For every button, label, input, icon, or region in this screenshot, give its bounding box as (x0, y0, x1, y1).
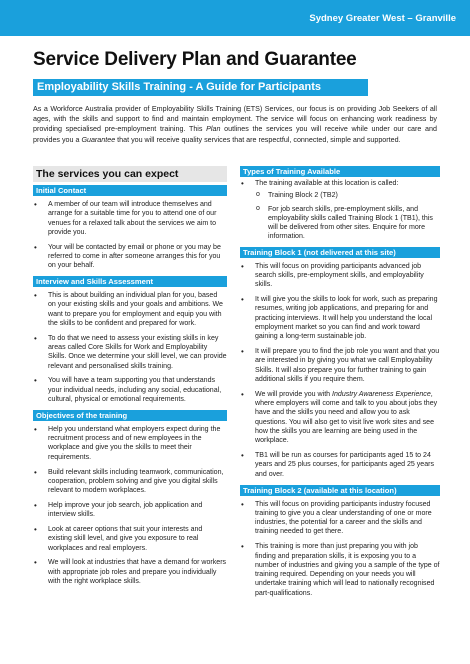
list-item: • Help improve your job search, job application and interview skills. (33, 501, 227, 520)
list-item: • We will look at industries that have a demand for workers with appropriate job roles and prepare you individually with the right workplace skills. (33, 558, 227, 586)
industry-prefix: We will provide you with (255, 390, 333, 398)
list-item: • This will focus on providing participants advanced job search skills, pre-employment skills, and employability skills. (240, 262, 440, 290)
objectives-heading: Objectives of the training (33, 410, 227, 421)
list-item: • This will focus on providing participants industry focused training to give you a clear understanding of one or more industries, the potential for a career and the skills and training needed to get there. (240, 500, 440, 537)
list-item: • This is about building an individual plan for you, based on your existing skills and your goals and ambitions. We want to prepare you for employment and equip you with the skills to be confident and prepared for work. (33, 291, 227, 328)
intro-guarantee-word: Guarantee (81, 135, 116, 144)
intro-text-2: outlines the services you will receive while under our care and provides you a (33, 125, 437, 144)
tb1-list (240, 262, 440, 479)
list-item: • Look at career options that suit your interests and existing skill level, and give you exposure to real workplaces and real employers. (33, 525, 227, 553)
list-item: • Help you understand what employers expect during the recruitment process and of new employees in the workplace and give you the skills to meet their requirements. (33, 425, 227, 462)
right-column (240, 166, 440, 603)
intro-paragraph (33, 104, 437, 145)
interview-list (33, 291, 227, 404)
page-subtitle: Employability Skills Training - A Guide for Participants (33, 79, 368, 96)
list-item: • It will prepare you to find the job role you want and that you are interested in by giving you what we call Employability Skills. It will also prepare you for further training to gain additional skills if you require them. (240, 347, 440, 384)
header-band (0, 0, 470, 36)
sub-list-item: o Training Block 2 (TB2) (240, 191, 440, 200)
list-item: • It will give you the skills to look for work, such as preparing resumes, writing job applications, and preparing for and practicing interviews. It will help you understand the local employment market so you can find and work toward gaining a long-term sustainable job. (240, 295, 440, 341)
intro-plan-word: Plan (206, 125, 221, 134)
list-item: • Your will be contacted by email or phone or you may be referred to come in after someone arranges this for you on your behalf. (33, 243, 227, 271)
services-heading: The services you can expect (33, 166, 227, 182)
list-item: • This training is more than just preparing you with job finding and preparation skills, it is exposing you to a number of industries and giving you a sample of the type of training required. Depending on your needs you will undertake training which will lead to nationally recognised part-qualifications. (240, 542, 440, 598)
list-item: • A member of our team will introduce themselves and arrange for a suitable time for you to attend one of our venues for a relaxed talk about the services we aim to provide you. (33, 200, 227, 237)
industry-suffix: , where employers will come and talk to you about jobs they have and the skills you need and allow you to ask questions. You will also get to visit live work sites and see how the skills you are learning are being used in the workplace. (255, 390, 438, 445)
industry-awareness-term: Industry Awareness Experience (332, 390, 431, 398)
left-column (33, 166, 227, 592)
tb2-list (240, 500, 440, 598)
page-title: Service Delivery Plan and Guarantee (33, 49, 357, 70)
objectives-list (33, 425, 227, 586)
types-list (240, 179, 440, 188)
list-item: • The training available at this location is called: (240, 179, 440, 188)
types-heading: Types of Training Available (240, 166, 440, 177)
location-label: Sydney Greater West – Granville (309, 13, 456, 24)
sub-list-item: o For job search skills, pre-employment skills, and employability skills called Training Block 1 (TB1), this will be delivered from other sites. Enquire for more information. (240, 205, 440, 242)
types-sub-list (240, 191, 440, 241)
initial-contact-heading: Initial Contact (33, 185, 227, 196)
list-item: • You will have a team supporting you that understands your individual needs, including any social, educational, cultural, physical or emotional requirements. (33, 376, 227, 404)
intro-text-3: that you will receive quality services that are respectful, connected, simple and supported. (115, 135, 401, 144)
list-item (240, 390, 440, 446)
list-item: • TB1 will be run as courses for participants aged 15 to 24 years and 25 plus courses, for participants aged 25 years and over. (240, 451, 440, 479)
tb2-heading: Training Block 2 (available at this location) (240, 485, 440, 496)
list-item: • To do that we need to assess your existing skills in key areas called Core Skills for Work and Employability Skills. Once we determine your skill level, we can provide relevant and personalised skills training. (33, 334, 227, 371)
intro-text-1: As a Workforce Australia provider of Employability Skills Training (ETS) Services, our focus is on providing Job Seekers of all ages, with the skills and support to find and maintain employment. The service will focus on enhancing work readiness by providing specialised pre-employment training. This (33, 105, 437, 134)
initial-contact-list (33, 200, 227, 271)
interview-heading: Interview and Skills Assessment (33, 276, 227, 287)
tb1-heading: Training Block 1 (not delivered at this site) (240, 247, 440, 258)
list-item: • Build relevant skills including teamwork, communication, cooperation, problem solving and give you digital skills relevant to modern workplaces. (33, 468, 227, 496)
